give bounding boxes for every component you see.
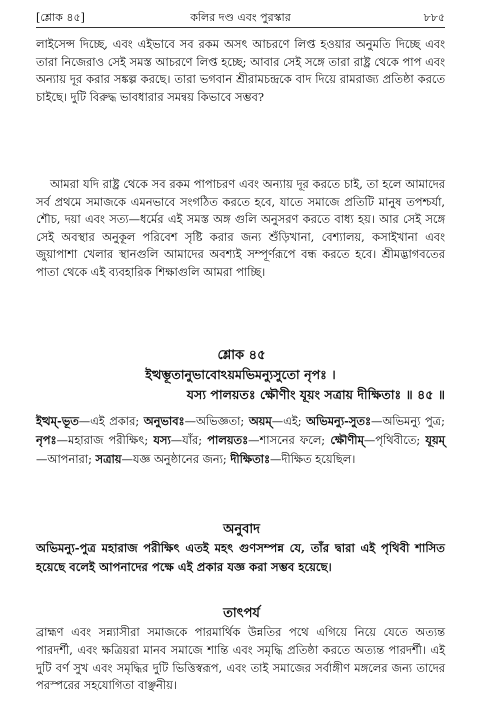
verse-title: শ্লোক ৪৫: [217, 348, 266, 363]
gloss-meaning: —এই;: [271, 414, 307, 428]
body-paragraph-2: [36, 176, 445, 282]
gloss-word: যূয়ম্: [425, 433, 445, 447]
body-paragraph-1: লাইসেন্স দিচ্ছে, এবং এইভাবে সব রকম অসৎ আচরণে লিপ্ত হওয়ার অনুমতি দিচ্ছে এবং তারা নিজেরাও সেই সমস্ত আচরণে লিপ্ত হচ্ছে; আবার সেই সঙ্গে তারা রাষ্ট্র থেকে পাপ এবং অন্যায় দূর করার সঙ্কল্প করছে। তারা ভগবান শ্রীরামচন্দ্রকে বাদ দিয়ে রামরাজ্য প্রতিষ্ঠা করতে চাইছে। দুটি বিরুদ্ধ ভাবধারার সমন্বয় কিভাবে সম্ভব?: [36, 37, 445, 104]
header-rule: [36, 27, 445, 28]
word-synonyms: [36, 412, 445, 469]
running-header: [36, 9, 445, 25]
gloss-word: অনুভাবঃ: [143, 414, 185, 428]
purport-text: ব্রাহ্মণ এবং সন্ন্যাসীরা সমাজকে পারমার্থিক উন্নতির পথে এগিয়ে নিয়ে যেতে অত্যন্ত পারদর্শী, এবং ক্ষত্রিয়রা মানব সমাজে শান্তি এবং সমৃদ্ধি প্রতিষ্ঠা করতে অত্যন্ত পারদর্শী। এই দুটি বর্ণ সুখ এবং সমৃদ্ধির দুটি ভিত্তিস্বরূপ, এবং তাই সমাজের সর্বাঙ্গীণ মঙ্গলের জন্য তাদের পরস্পরের সহযোগিতা বাঞ্ছনীয়।: [36, 625, 445, 693]
purport-heading: তাৎপর্য: [223, 606, 260, 621]
gloss-meaning: —শাসনের ফলে;: [248, 433, 331, 447]
gloss-word: নৃপঃ: [36, 433, 57, 447]
page-number: ৮৮৫: [423, 11, 445, 24]
gloss-meaning: —দীক্ষিত হয়েছিল।: [270, 452, 356, 466]
gloss-meaning: —পৃথিবীতে;: [363, 433, 426, 447]
gloss-meaning: —অভিমন্যু পুত্র;: [371, 414, 445, 428]
gloss-word: দীক্ষিতাঃ: [230, 452, 271, 466]
translation-text: অভিমন্যু-পুত্র মহারাজ পরীক্ষিৎ এতই মহৎ গুণসম্পন্ন যে, তাঁর দ্বারা এই পৃথিবী শাসিত হয়েছে বলেই আপনাদের পক্ষে এই প্রকার যজ্ঞ করা সম্ভব হয়েছে।: [36, 541, 445, 574]
gloss-word: ইত্থম্-ভূত: [36, 414, 79, 428]
gloss-word: ক্ষৌণীম্: [330, 433, 364, 447]
gloss-word: অভিমন্যু-সুতঃ: [306, 414, 372, 428]
header-verse-ref: [শ্লোক ৪৫]: [36, 11, 85, 24]
gloss-word: পালয়তঃ: [207, 433, 249, 447]
header-chapter-title: কলির দণ্ড এবং পুরস্কার: [190, 11, 291, 24]
body-paragraph-2-text: আমরা যদি রাষ্ট্র থেকে সব রকম পাপাচরণ এবং অন্যায় দূর করতে চাই, তা হলে আমাদের সর্ব প্রথমে সমাজকে এমনভাবে সংগঠিত করতে হবে, যাতে সমাজে প্রতিটি মানুষ তপশ্চর্যা, শৌচ, দয়া এবং সত্য—ধর্মের এই সমস্ত অঙ্গ গুলি অনুসরণ করতে বাধ্য হয়। আর সেই সঙ্গে সেই অবস্থার অনুকূল পরিবেশ সৃষ্টি করার জন্য শুঁড়িখানা, বেশ্যালয়, কসাইখানা এবং জুয়াপাশা খেলার স্থানগুলি আমাদের অবশ্যই সম্পূর্ণরূপে বন্ধ করতে হবে। শ্রীমদ্ভাগবতের পাতা থেকে এই ব্যবহারিক শিক্ষাগুলি আমরা পাচ্ছি।: [36, 177, 445, 279]
verse-line-1: ইত্থম্ভূতানুভাবোঽয়মভিমন্যুসুতো নৃপঃ ।: [145, 367, 336, 382]
gloss-meaning: —আপনারা;: [36, 452, 96, 466]
gloss-meaning: —অভিজ্ঞতা;: [184, 414, 249, 428]
gloss-meaning: —যাঁর;: [170, 433, 208, 447]
gloss-meaning: —মহারাজ পরীক্ষিৎ;: [56, 433, 154, 447]
translation-heading: অনুবাদ: [223, 522, 260, 537]
gloss-word: অয়ম্: [248, 414, 272, 428]
gloss-word: যস্য: [153, 433, 171, 447]
gloss-meaning: —এই প্রকার;: [78, 414, 144, 428]
gloss-word: সত্রায়: [95, 452, 122, 466]
gloss-meaning: —যজ্ঞ অনুষ্ঠানের জন্য;: [121, 452, 231, 466]
verse-line-2: যস্য পালয়তঃ ক্ষৌণীং যূয়ং সত্রায় দীক্ষিতাঃ ॥ ৪৫ ॥: [186, 387, 445, 402]
